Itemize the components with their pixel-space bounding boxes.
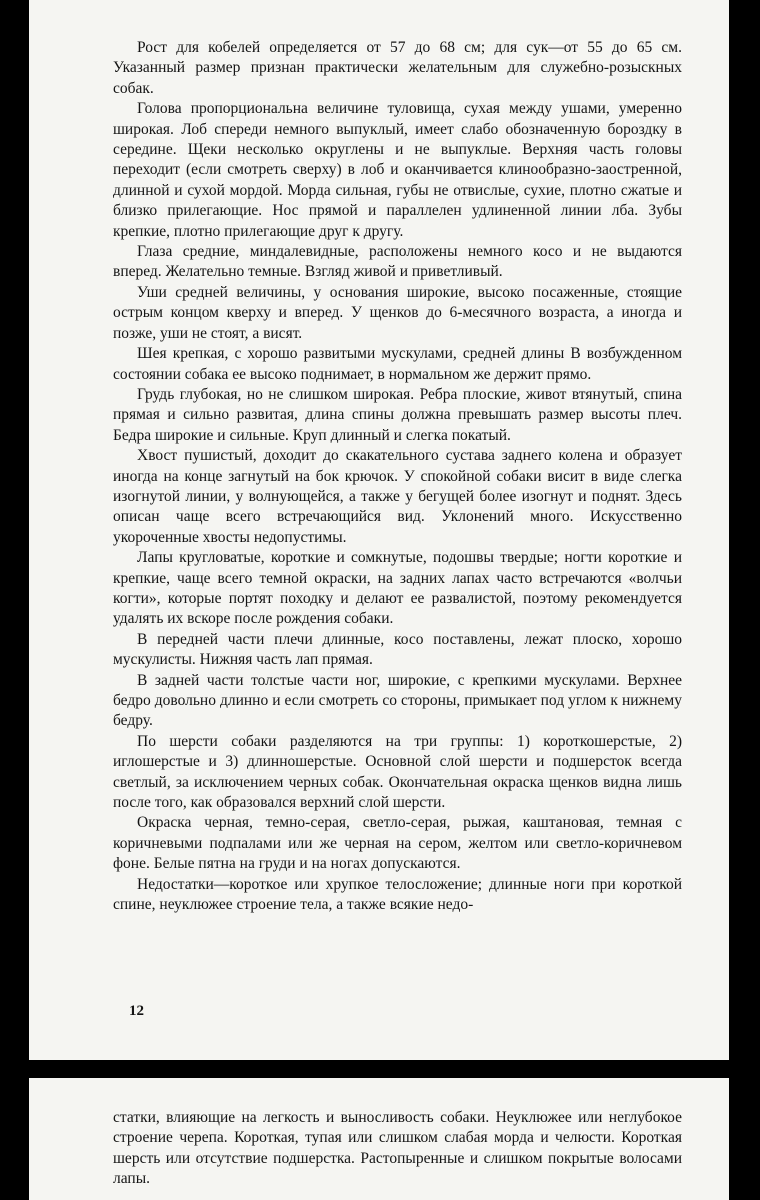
paragraph-front: В передней части плечи длинные, косо поставлены, лежат плоско, хорошо мускулисты. Нижняя часть лап прямая. bbox=[113, 630, 682, 669]
page-number: 12 bbox=[129, 1003, 144, 1019]
paragraph-paws: Лапы кругловатые, короткие и сомкнутые, подошвы твердые; ногти короткие и крепкие, чаще всего темной окраски, на задних лапах часто встречаются «волчьи когти», которые портят походку и делают ее развалистой, поэтому рекомендуется удалять их вскоре после рождения собаки. bbox=[113, 549, 682, 628]
paragraph-tail: Хвост пушистый, доходит до скакательного сустава заднего колена и образует иногда на конце загнутый на бок крючок. У спокойной собаки висит в виде слегка изогнутой линии, у волнующейся, а также у бегущей более изогнут и поднят. Здесь описан чаще всего встречающийся вид. Уклонений много. Искусственно укороченные хвосты недопустимы. bbox=[113, 447, 682, 546]
paragraph-height: Рост для кобелей определяется от 57 до 68 см; для сук—от 55 до 65 см. Указанный размер признан практически желательным для служебно-розыскных собак. bbox=[113, 39, 682, 97]
book-page-12 bbox=[29, 0, 729, 1060]
paragraph-coat: По шерсти собаки разделяются на три группы: 1) короткошерстые, 2) иглошерстые и 3) длинношерстые. Основной слой шерсти и подшерсток всегда светлый, за исключением черных собак. Окончательная окраска щенков видна лишь после того, как образовался верхний слой шерсти. bbox=[113, 732, 682, 812]
paragraph-faults: Недостатки—короткое или хрупкое телосложение; длинные ноги при короткой спине, неуклюжее строение тела, а также всякие недо- bbox=[113, 875, 682, 914]
paragraph-eyes: Глаза средние, миндалевидные, расположены немного косо и не выдаются вперед. Желательно темные. Взгляд живой и приветливый. bbox=[113, 243, 682, 281]
paragraph-chest: Грудь глубокая, но не слишком широкая. Ребра плоские, живот втянутый, спина прямая и сильно развитая, длина спины должна превышать размер высоты плеч. Бедра широкие и сильные. Круп длинный и слегка покатый. bbox=[113, 385, 682, 444]
page-body-text bbox=[113, 38, 682, 915]
paragraph-neck: Шея крепкая, с хорошо развитыми мускулами, средней длины В возбужденном состоянии собака ее высоко поднимает, в нормальном же держит прямо. bbox=[113, 345, 682, 383]
paragraph-ears: Уши средней величины, у основания широкие, высоко посаженные, стоящие острым концом кверху и вперед. У щенков до 6-месячного возраста, а иногда и позже, уши не стоят, а висят. bbox=[113, 283, 682, 342]
book-page-13 bbox=[29, 1078, 729, 1200]
paragraph-color: Окраска черная, темно-серая, светло-серая, рыжая, каштановая, темная с коричневыми подпалами или же черная на сером, желтом или светло-коричневом фоне. Белые пятна на груди и на ногах допускаются. bbox=[113, 814, 682, 873]
paragraph-rear: В задней части толстые части ног, широкие, с крепкими мускулами. Верхнее бедро довольно длинно и если смотреть со стороны, примыкает под углом к нижнему бедру. bbox=[113, 671, 682, 730]
paragraph-faults-continued: статки, влияющие на легкость и выносливость собаки. Неуклюжее или неглубокое строение черепа. Короткая, тупая или слишком слабая морда и челюсти. Короткая шерсть или отсутствие подшерстка. Растопыренные и слишком покрытые волосами лапы. bbox=[113, 1109, 682, 1188]
paragraph-head: Голова пропорциональна величине туловища, сухая между ушами, умеренно широкая. Лоб спереди немного выпуклый, имеет слабо обозначенную бороздку в середине. Щеки несколько округлены и не выпуклые. Верхняя часть головы переходит (если смотреть сверху) в лоб и оканчивается клинообразно-заостренной, длинной и сухой мордой. Морда сильная, губы не отвислые, сухие, плотно сжатые и близко прилегающие. Нос прямой и параллелен удлиненной линии лба. Зубы крепкие, плотно прилегающие друг к другу. bbox=[113, 100, 682, 240]
